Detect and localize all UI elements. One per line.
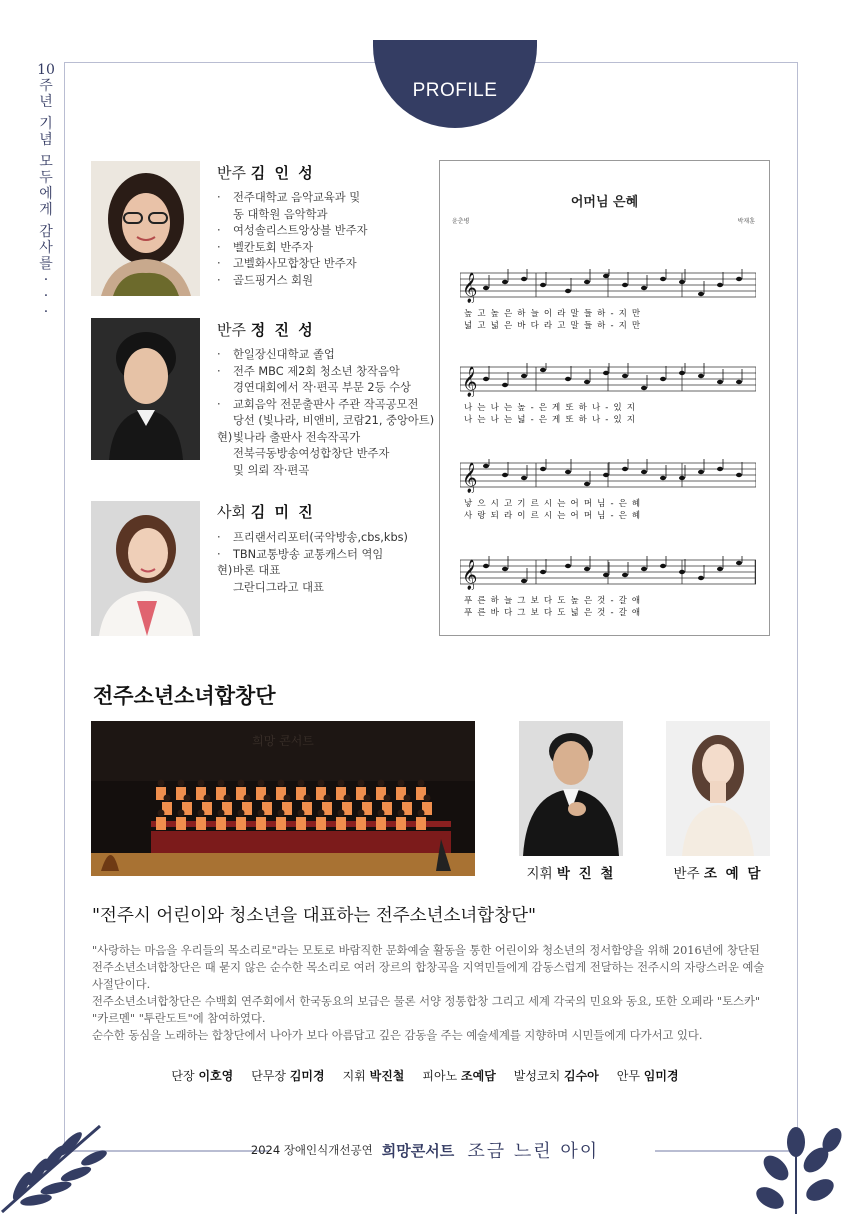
bio-marker: · [217,273,221,287]
staff-role: 발성코치 [513,1069,561,1083]
bio-text: 그란디그라고 대표 [233,580,324,594]
choir-stage-photo [91,721,475,876]
bio-text: 전주 MBC 제2회 청소년 창작음악 [233,364,400,378]
lyric-line: 낳 으 시 고 기 르 시 는 어 머 님 - 은 혜 [464,499,642,509]
choir-description [92,942,772,1044]
leaf-decoration-left [0,1108,110,1214]
lyric-line: 푸 른 바 다 그 보 다 도 넓 은 것 - 갈 애 [464,608,642,618]
bio-item [217,240,427,257]
bio-text: 프리랜서리포터(국악방송,cbs,kbs) [233,531,408,544]
music-staff [460,363,756,401]
bio-text: 교회음악 전문출판사 주관 작곡공모전 [233,397,419,411]
accompanist-photo [666,721,770,856]
footer [0,1137,850,1163]
music-staff [460,459,756,497]
bio-item [217,413,437,430]
bio-text: 한일장신대학교 졸업 [233,348,335,361]
bio-text: 동 대학원 음악학과 [233,207,328,221]
sidebar-char: 를 [39,256,53,272]
staff-member [251,1069,324,1083]
staff-role: 피아노 [422,1069,458,1083]
bio-item [217,273,427,290]
bio-item [217,364,437,381]
portrait-photo-kim-inseong [91,161,200,296]
bio-item [217,463,437,480]
bio-item [217,397,437,414]
sidebar-char: · [43,304,49,320]
sidebar-char: 두 [39,170,53,186]
person-name-1: 반주 김 인 성 [217,164,315,182]
bio-marker: · [217,257,221,270]
person-name-3: 사회 김 미 진 [217,503,315,521]
bio-item [217,430,437,447]
bio-item [217,580,427,597]
sidebar-char: 감 [39,224,53,240]
bio-text: 빛나라 출판사 전속작곡가 [233,430,361,444]
bio-marker: · [217,348,221,361]
footer-logo-text: 조금 느린 아이 [467,1141,600,1162]
sidebar-char: 게 [39,202,53,218]
footer-subtitle: 2024 장애인식개선공연 [250,1143,373,1157]
person-bio-3 [217,530,427,596]
staff-role: 단무장 [251,1069,286,1083]
bio-text: 여성솔리스트앙상블 반주자 [233,224,368,237]
bio-text: 바론 대표 [233,564,281,577]
choir-staff-list [0,1067,850,1084]
description-paragraph-2: 전주소년소녀합창단은 수백회 연주회에서 한국동요의 보급은 물론 서양 정통합창 그리고 세계 각국의 민요와 동요, 또한 오페라 "토스카" "카르멘" "투란도트"에 참여하였다. [92,995,761,1025]
sidebar-char: 년 [39,94,53,110]
staff-name: 임미경 [643,1069,679,1083]
footer-title: 희망콘서트 [381,1141,455,1160]
conductor-caption: 지휘 박 진 철 [526,866,616,882]
lyric-line: 나 는 나 는 높 - 은 게 또 하 나 - 있 지 [464,403,637,413]
lyric-line: 나 는 나 는 넓 - 은 게 또 하 나 - 있 지 [464,415,637,425]
bio-text: 및 의뢰 작·편곡 [233,463,310,477]
bio-item [217,530,427,547]
bio-item [217,380,437,397]
sidebar-char: 10 [37,62,55,78]
bio-marker: · [217,397,221,411]
bio-item [217,563,427,580]
leaf-decoration-right [736,1120,846,1214]
lyric-line: 사 랑 되 라 이 르 시 는 어 머 님 - 은 혜 [464,511,642,521]
music-staff [460,556,756,594]
bio-marker: · [217,364,221,378]
staff-name: 박진철 [369,1069,405,1083]
bio-item [217,256,427,273]
staff-role: 안무 [616,1069,640,1083]
person-bio-2 [217,347,437,479]
bio-text: 전북극동방송여성합창단 반주자 [233,447,390,460]
bio-text: TBN교통방송 교통캐스터 역임 [233,547,384,561]
staff-member [514,1069,599,1083]
portrait-photo-kim-mijin [91,501,200,636]
stage-banner-text: 희망 콘서트 [252,734,314,748]
svg-text:𝄞: 𝄞 [462,560,478,590]
conductor-photo [519,721,623,856]
person-bio-1 [217,190,427,289]
sidebar-char: 주 [39,78,53,94]
lyric-line: 푸 른 하 늘 그 보 다 도 높 은 것 - 갈 애 [464,596,642,606]
music-staff [460,269,756,307]
svg-text:𝄞: 𝄞 [462,463,478,493]
bio-text: 경연대회에서 작·편곡 부문 2등 수상 [233,381,411,394]
portrait-photo-jeong-jinseong [91,318,200,460]
accompanist-caption: 반주 조 예 담 [673,866,763,882]
staff-member [422,1069,495,1083]
bio-marker: 현) [217,430,233,444]
sheet-music-title: 어머님 은혜 [570,195,639,210]
bio-text: 고벨화사모합창단 반주자 [233,257,357,270]
bio-item [217,223,427,240]
staff-role: 단장 [171,1069,195,1083]
choir-heading: 전주소년소녀합창단 [93,684,276,708]
sidebar-vertical-text [37,62,55,320]
svg-text:𝄞: 𝄞 [462,273,478,303]
sheet-music-lyricist: 윤춘병 [452,218,470,225]
lyric-line: 높 고 높 은 하 늘 이 라 말 들 하 - 지 만 [464,309,642,319]
sidebar-char: 에 [39,186,53,202]
bio-item [217,547,427,564]
bio-item [217,207,427,224]
staff-name: 김수아 [564,1069,599,1083]
staff-member [343,1069,405,1083]
bio-marker: · [217,531,221,544]
staff-name: 김미경 [289,1069,325,1083]
sidebar-char: · [43,288,49,304]
bio-marker: · [217,240,221,254]
bio-item [217,347,437,364]
sidebar-char: 모 [39,154,53,170]
bio-marker: 현) [217,564,233,577]
sheet-music-composer: 박재훈 [737,218,755,225]
bio-text: 골드핑거스 회원 [233,273,313,287]
bio-item [217,190,427,207]
bio-text: 벨칸토회 반주자 [233,240,313,254]
description-paragraph-1: "사랑하는 마음을 우리들의 목소리로"라는 모토로 바람직한 문화예술 활동을 통한 어린이와 청소년의 정서함양을 위해 2016년에 창단된 전주소년소녀합창단은 때 묻지 않은 순수한 목소리로 여러 장르의 합창곡을 지역민들에게 감동스럽게 전달하는 전주시의 자랑스러운 예술사절단이다. [92,944,765,991]
lyric-line: 넓 고 넓 은 바 다 라 고 말 들 하 - 지 만 [464,321,642,331]
person-name-2: 반주 정 진 성 [217,321,315,339]
bio-marker: · [217,191,221,204]
choir-quote: "전주시 어린이와 청소년을 대표하는 전주소년소녀합창단" [92,906,537,926]
staff-name: 조예담 [461,1069,496,1083]
bio-text: 전주대학교 음악교육과 및 [233,191,361,204]
staff-name: 이호영 [198,1069,234,1083]
staff-member [617,1069,679,1083]
profile-tab: PROFILE [373,40,537,128]
sidebar-char: · [43,272,49,288]
bio-marker: · [217,224,221,237]
bio-marker: · [217,547,221,561]
description-paragraph-3: 순수한 동심을 노래하는 합창단에서 나아가 보다 아름답고 깊은 감동을 주는 예술세계를 지향하며 시민들에게 다가서고 있다. [92,1029,703,1042]
sidebar-char: 기 [39,116,53,132]
staff-role: 지휘 [342,1069,366,1083]
sheet-music [439,160,770,636]
sidebar-char: 념 [39,132,53,148]
svg-text:𝄞: 𝄞 [462,367,478,397]
staff-member [171,1069,233,1083]
bio-item [217,446,437,463]
bio-text: 당선 (빛나라, 비앤비, 코람21, 중앙아트) [233,414,435,427]
sidebar-char: 사 [39,240,53,256]
